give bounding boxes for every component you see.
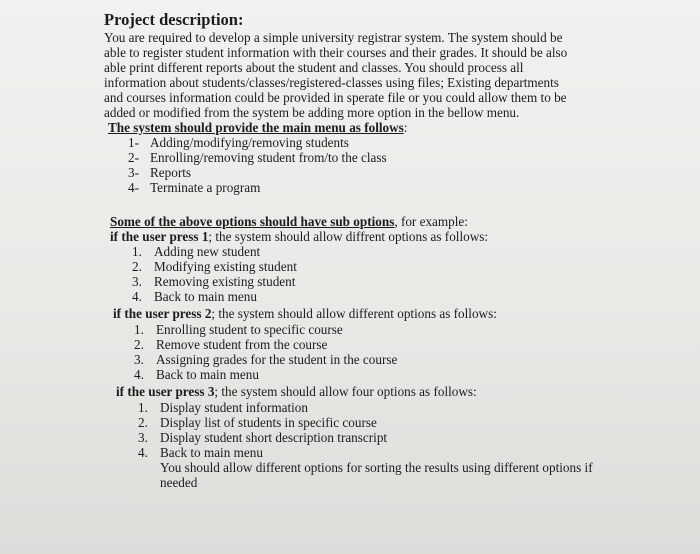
item-text: Adding/modifying/removing students	[150, 135, 349, 150]
intro-line: able to register student information with their courses and their grades. It should be also	[104, 45, 568, 60]
sub1-item	[132, 274, 295, 289]
item-number: 1.	[134, 322, 144, 337]
sub1-item	[132, 244, 260, 259]
item-number: 2-	[128, 150, 139, 165]
closing-line: needed	[160, 475, 198, 490]
item-number: 1.	[132, 244, 142, 259]
item-text: Adding new student	[154, 244, 261, 259]
item-text: Enrolling student to specific course	[156, 322, 343, 337]
item-text: Removing existing student	[154, 274, 296, 289]
sub-options-heading-text: Some of the above options should have sub options	[110, 214, 395, 229]
item-text: Assigning grades for the student in the course	[156, 352, 398, 367]
item-text: Back to main menu	[154, 289, 257, 304]
item-number: 2.	[132, 259, 142, 274]
press-3-line	[116, 384, 477, 399]
item-number: 3-	[128, 165, 139, 180]
sub3-item	[138, 400, 308, 415]
item-number: 3.	[138, 430, 148, 445]
item-number: 2.	[138, 415, 148, 430]
main-menu-item	[128, 180, 260, 195]
item-text: Terminate a program	[150, 180, 261, 195]
intro-line: information about students/classes/registered-classes using files; Existing departments	[104, 75, 559, 90]
item-number: 3.	[134, 352, 144, 367]
press-3-rest: ; the system should allow four options as follows:	[214, 384, 477, 399]
press-1-lead: if the user press 1	[110, 229, 209, 244]
intro-line: added or modified from the system be adding more option in the bellow menu.	[104, 105, 520, 120]
press-2-rest: ; the system should allow different options as follows:	[211, 306, 497, 321]
sub2-item	[134, 322, 343, 337]
main-menu-item	[128, 135, 349, 150]
item-number: 2.	[134, 337, 144, 352]
sub3-item	[138, 415, 377, 430]
intro-line: and courses information could be provided in sperate file or you could allow them to be	[104, 90, 567, 105]
item-text: Reports	[150, 165, 192, 180]
item-number: 4.	[134, 367, 144, 382]
sub-options-heading-rest: , for example:	[394, 214, 468, 229]
press-1-rest: ; the system should allow diffrent options as follows:	[208, 229, 489, 244]
sub2-item	[134, 337, 327, 352]
main-menu-heading-colon: :	[403, 120, 408, 135]
sub3-item	[138, 445, 263, 460]
item-number: 1.	[138, 400, 148, 415]
item-text: Display list of students in specific course	[160, 415, 377, 430]
intro-line: able print different reports about the student and classes. You should process all	[104, 60, 524, 75]
item-text: Display student information	[160, 400, 308, 415]
main-menu-item	[128, 150, 387, 165]
press-2-lead: if the user press 2	[113, 306, 212, 321]
item-text: Display student short description transcript	[160, 430, 388, 445]
page-title: Project description:	[104, 10, 244, 29]
press-1-line	[110, 229, 488, 244]
sub2-item	[134, 367, 259, 382]
sub2-item	[134, 352, 397, 367]
item-text: Back to main menu	[160, 445, 263, 460]
main-menu-heading-text: The system should provide the main menu as follows	[108, 120, 404, 135]
item-number: 4.	[138, 445, 148, 460]
main-menu-heading	[108, 120, 407, 135]
press-2-line	[113, 306, 497, 321]
item-text: Back to main menu	[156, 367, 259, 382]
main-menu-item	[128, 165, 191, 180]
intro-line: You are required to develop a simple university registrar system. The system should be	[104, 30, 563, 45]
item-number: 4.	[132, 289, 142, 304]
sub1-item	[132, 259, 297, 274]
item-number: 1-	[128, 135, 139, 150]
item-number: 4-	[128, 180, 139, 195]
item-text: Modifying existing student	[154, 259, 297, 274]
sub3-item	[138, 430, 387, 445]
item-number: 3.	[132, 274, 142, 289]
sub1-item	[132, 289, 257, 304]
press-3-lead: if the user press 3	[116, 384, 215, 399]
item-text: Remove student from the course	[156, 337, 328, 352]
item-text: Enrolling/removing student from/to the class	[150, 150, 387, 165]
closing-line: You should allow different options for sorting the results using different options if	[160, 460, 593, 475]
sub-options-heading	[110, 214, 468, 229]
